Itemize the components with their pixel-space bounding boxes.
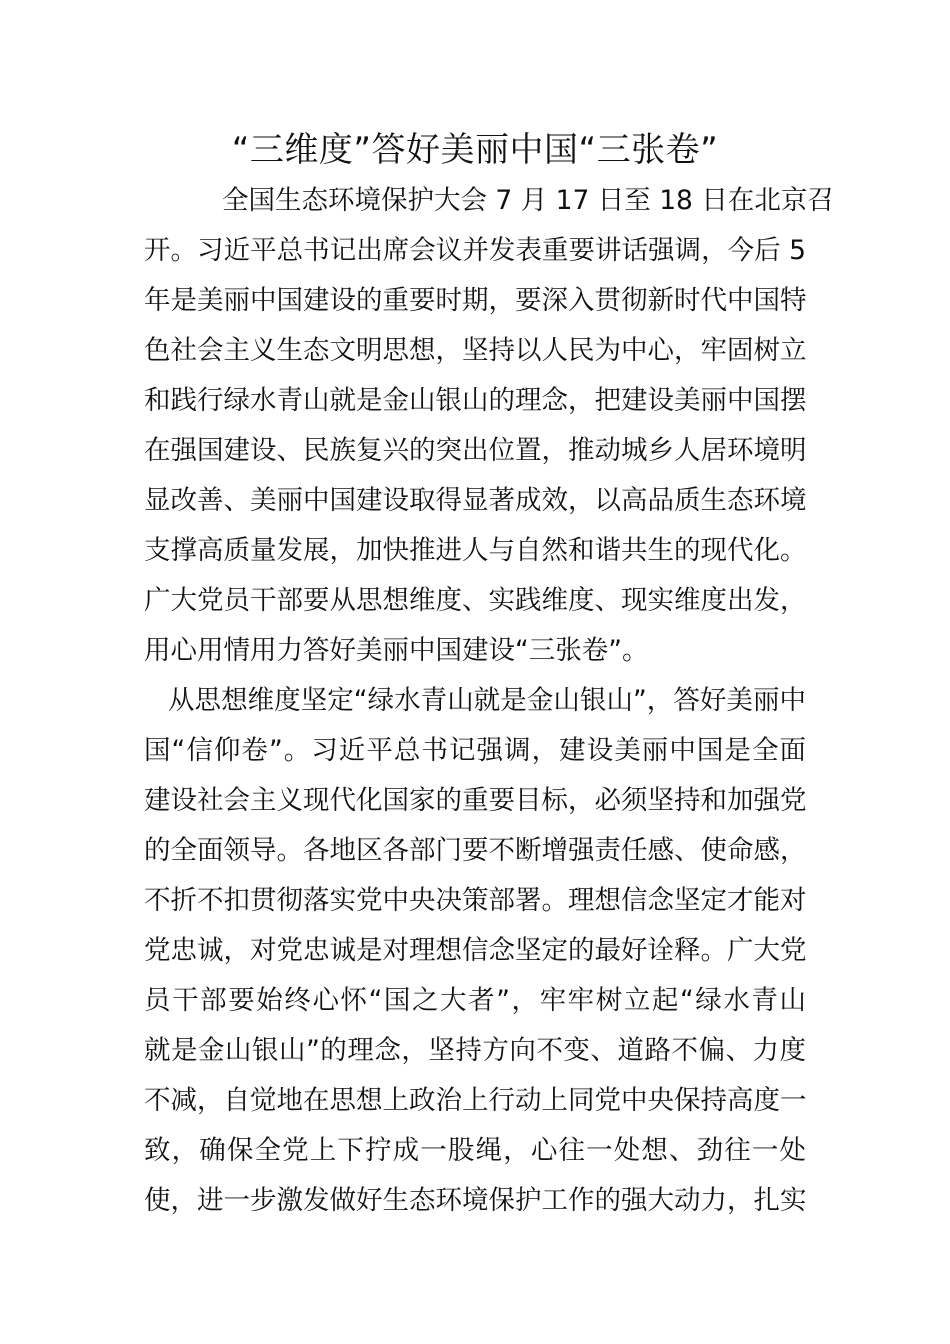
paragraph-line: 从思想维度坚定“绿水青山就是金山银山”，答好美丽中: [168, 685, 806, 716]
paragraph-line: 显改善、美丽中国建设取得显著成效，以高品质生态环境: [144, 485, 807, 516]
paragraph-line: 色社会主义生态文明思想，坚持以人民为中心，牢固树立: [144, 335, 807, 366]
paragraph-line: 用心用情用力答好美丽中国建设“三张卷”。: [144, 635, 649, 666]
paragraph-line: 在强国建设、民族复兴的突出位置，推动城乡人居环境明: [144, 435, 807, 466]
paragraph-line: 国“信仰卷”。习近平总书记强调，建设美丽中国是全面: [144, 735, 806, 766]
paragraph-line: 广大党员干部要从思想维度、实践维度、现实维度出发，: [144, 585, 807, 616]
paragraph-line: 不折不扣贯彻落实党中央决策部署。理想信念坚定才能对: [144, 885, 807, 916]
paragraph-line: 支撑高质量发展，加快推进人与自然和谐共生的现代化。: [144, 535, 807, 566]
paragraph-line: 建设社会主义现代化国家的重要目标，必须坚持和加强党: [144, 785, 807, 816]
paragraph-line: 党忠诚，对党忠诚是对理想信念坚定的最好诠释。广大党: [144, 935, 807, 966]
paragraph-line: 不减，自觉地在思想上政治上行动上同党中央保持高度一: [144, 1085, 807, 1116]
document-title: “三维度”答好美丽中国“三张卷”: [231, 130, 719, 170]
paragraph-line: 就是金山银山”的理念，坚持方向不变、道路不偏、力度: [144, 1035, 806, 1066]
paragraph-line: 的全面领导。各地区各部门要不断增强责任感、使命感，: [144, 835, 807, 866]
paragraph-line: 开。习近平总书记出席会议并发表重要讲话强调，今后 5: [144, 235, 806, 266]
paragraph-line: 全国生态环境保护大会 7 月 17 日至 18 日在北京召: [222, 185, 834, 216]
paragraph-line: 使，进一步激发做好生态环境保护工作的强大动力，扎实: [144, 1185, 807, 1216]
paragraph-line: 员干部要始终心怀“国之大者”，牢牢树立起“绿水青山: [144, 985, 806, 1016]
paragraph-line: 年是美丽中国建设的重要时期，要深入贯彻新时代中国特: [144, 285, 807, 316]
paragraph-line: 和践行绿水青山就是金山银山的理念，把建设美丽中国摆: [144, 385, 807, 416]
paragraph-line: 致，确保全党上下拧成一股绳，心往一处想、劲往一处: [144, 1135, 806, 1166]
